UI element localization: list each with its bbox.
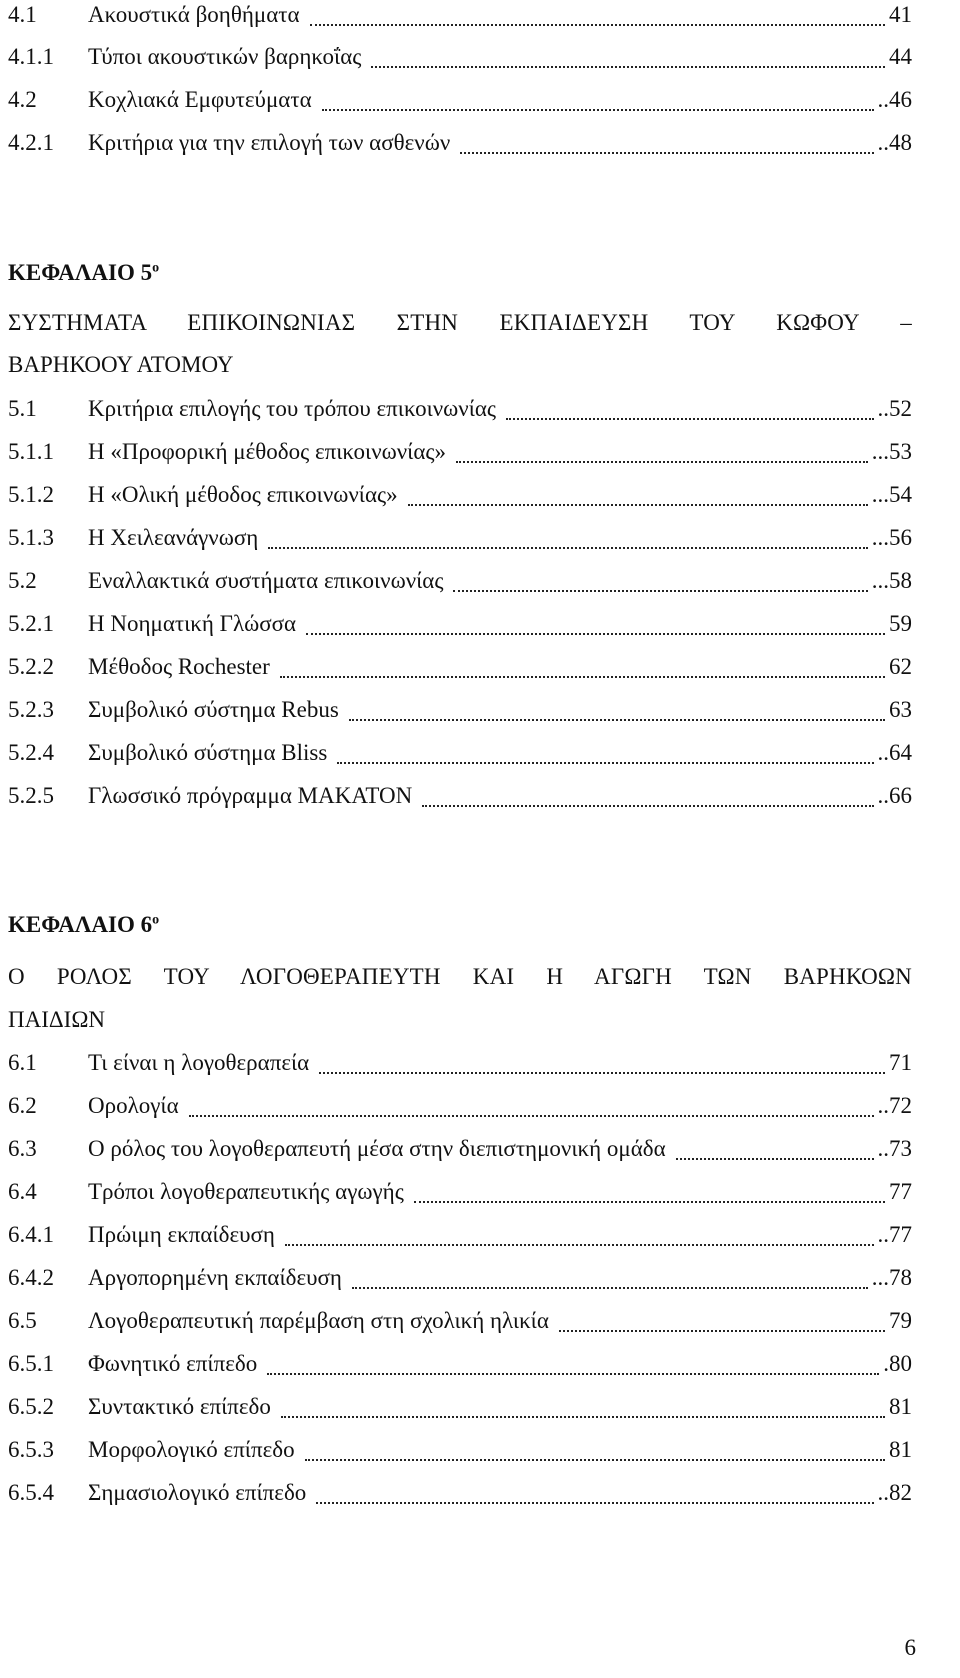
- dot-leader: [460, 151, 873, 154]
- entry-number: 5.1: [8, 396, 37, 421]
- entry-title: Ορολογία: [88, 1093, 179, 1118]
- entry-title: Κριτήρια επιλογής του τρόπου επικοινωνίας: [88, 396, 497, 421]
- entry-title: Ακουστικά βοηθήματα: [88, 2, 300, 27]
- dot-leader: [337, 761, 873, 764]
- entry-page: ..73: [877, 1136, 912, 1161]
- entry-page: ...53: [871, 439, 912, 464]
- toc-entry: [8, 1050, 912, 1080]
- chapter-5-heading-line1: ΣΥΣΤΗΜΑΤΑ ΕΠΙΚΟΙΝΩΝΙΑΣ ΣΤΗΝ ΕΚΠΑΙΔΕΥΣΗ ΤΟΥ ΚΩΦΟΥ –: [8, 310, 912, 335]
- entry-page: .80: [883, 1351, 912, 1376]
- entry-number: 5.1.2: [8, 482, 54, 507]
- entry-title: Η Νοηματική Γλώσσα: [88, 611, 297, 636]
- entry-page: ...54: [871, 482, 912, 507]
- entry-number: 5.2.4: [8, 740, 54, 765]
- entry-page: ..64: [877, 740, 912, 765]
- entry-page: 71: [889, 1050, 912, 1075]
- entry-title: Μέθοδος Rochester: [88, 654, 270, 679]
- toc-entry: [8, 1136, 912, 1166]
- chapter-label-text: ΚΕΦΑΛΑΙΟ 5: [8, 260, 153, 285]
- entry-title: Συμβολικό σύστημα Bliss: [88, 740, 328, 765]
- toc-entry: [8, 525, 912, 555]
- toc-entry: [8, 130, 912, 160]
- toc-entry: [8, 740, 912, 770]
- entry-page: 63: [889, 697, 912, 722]
- entry-page: 41: [889, 2, 912, 27]
- entry-title: Λογοθεραπευτική παρέμβαση στη σχολική ηλικία: [88, 1308, 549, 1333]
- dot-leader: [285, 1243, 874, 1246]
- dot-leader: [676, 1157, 874, 1160]
- entry-title: Συντακτικό επίπεδο: [88, 1394, 271, 1419]
- entry-number: 5.2.5: [8, 783, 54, 808]
- entry-number: 5.1.1: [8, 439, 54, 464]
- dot-leader: [319, 1071, 885, 1074]
- entry-title: Γλωσσικό πρόγραμμα MAKATON: [88, 783, 413, 808]
- chapter-label-sup: ο: [152, 260, 160, 276]
- entry-title: Τρόποι λογοθεραπευτικής αγωγής: [88, 1179, 404, 1204]
- entry-title: Η Χειλεανάγνωση: [88, 525, 259, 550]
- toc-entry: [8, 1394, 912, 1424]
- toc-entry: [8, 482, 912, 512]
- entry-number: 6.4: [8, 1179, 37, 1204]
- dot-leader: [349, 718, 885, 721]
- entry-number: 6.5.4: [8, 1480, 54, 1505]
- dot-leader: [281, 1415, 885, 1418]
- page-number: 6: [904, 1635, 916, 1660]
- entry-title: Τύποι ακουστικών βαρηκοΐας: [88, 44, 362, 69]
- entry-page: ...58: [871, 568, 912, 593]
- entry-number: 6.5: [8, 1308, 37, 1333]
- entry-title: Φωνητικό επίπεδο: [88, 1351, 258, 1376]
- dot-leader: [189, 1114, 874, 1117]
- entry-page: 77: [889, 1179, 912, 1204]
- dot-leader: [453, 589, 867, 592]
- entry-number: 6.5.1: [8, 1351, 54, 1376]
- toc-entry: [8, 1265, 912, 1295]
- entry-number: 6.4.1: [8, 1222, 54, 1247]
- toc-entry: [8, 654, 912, 684]
- dot-leader: [559, 1329, 885, 1332]
- entry-title: Κοχλιακά Εμφυτεύματα: [88, 87, 312, 112]
- entry-page: ..66: [877, 783, 912, 808]
- entry-title: Τι είναι η λογοθεραπεία: [88, 1050, 310, 1075]
- entry-title: Σημασιολογικό επίπεδο: [88, 1480, 307, 1505]
- dot-leader: [414, 1200, 885, 1203]
- entry-page: ..72: [877, 1093, 912, 1118]
- toc-entry: [8, 2, 912, 32]
- dot-leader: [506, 417, 873, 420]
- dot-leader: [371, 65, 885, 68]
- entry-page: ..48: [877, 130, 912, 155]
- entry-page: 81: [889, 1394, 912, 1419]
- entry-page: ..77: [877, 1222, 912, 1247]
- chapter-label-sup: ο: [152, 912, 160, 928]
- dot-leader: [280, 675, 885, 678]
- entry-number: 5.2.2: [8, 654, 54, 679]
- toc-entry: [8, 1222, 912, 1252]
- entry-number: 6.3: [8, 1136, 37, 1161]
- entry-page: 44: [889, 44, 912, 69]
- entry-page: ..82: [877, 1480, 912, 1505]
- dot-leader: [456, 460, 868, 463]
- entry-title: Ο ρόλος του λογοθεραπευτή μέσα στην διεπιστημονική ομάδα: [88, 1136, 666, 1161]
- entry-page: ..46: [877, 87, 912, 112]
- dot-leader: [408, 503, 868, 506]
- toc-entry: [8, 783, 912, 813]
- entry-number: 4.2: [8, 87, 37, 112]
- dot-leader: [322, 108, 874, 111]
- toc-entry: [8, 697, 912, 727]
- chapter-6-heading-line1: Ο ΡΟΛΟΣ ΤΟΥ ΛΟΓΟΘΕΡΑΠΕΥΤΗ ΚΑΙ Η ΑΓΩΓΗ ΤΩΝ ΒΑΡΗΚΟΩΝ: [8, 964, 912, 989]
- dot-leader: [352, 1286, 868, 1289]
- entry-page: ...56: [871, 525, 912, 550]
- entry-number: 5.1.3: [8, 525, 54, 550]
- entry-title: Κριτήρια για την επιλογή των ασθενών: [88, 130, 451, 155]
- entry-number: 6.4.2: [8, 1265, 54, 1290]
- dot-leader: [268, 546, 867, 549]
- dot-leader: [316, 1501, 873, 1504]
- toc-entry: [8, 1437, 912, 1467]
- chapter-label-text: ΚΕΦΑΛΑΙΟ 6: [8, 912, 153, 937]
- dot-leader: [306, 632, 885, 635]
- entry-number: 4.2.1: [8, 130, 54, 155]
- toc-entry: [8, 611, 912, 641]
- entry-title: Μορφολογικό επίπεδο: [88, 1437, 295, 1462]
- chapter-5-label: [8, 260, 159, 286]
- toc-entry: [8, 439, 912, 469]
- toc-entry: [8, 1351, 912, 1381]
- toc-entry: [8, 568, 912, 598]
- entry-page: 62: [889, 654, 912, 679]
- toc-entry: [8, 1179, 912, 1209]
- toc-entry: [8, 396, 912, 426]
- entry-title: Πρώιμη εκπαίδευση: [88, 1222, 275, 1247]
- dot-leader: [310, 23, 885, 26]
- chapter-6-heading-line2: ΠΑΙΔΙΩΝ: [8, 1007, 106, 1032]
- entry-number: 6.2: [8, 1093, 37, 1118]
- entry-title: Η «Προφορική μέθοδος επικοινωνίας»: [88, 439, 446, 464]
- entry-number: 4.1.1: [8, 44, 54, 69]
- entry-page: 59: [889, 611, 912, 636]
- entry-page: 79: [889, 1308, 912, 1333]
- toc-entry: [8, 87, 912, 117]
- toc-entry: [8, 44, 912, 74]
- entry-number: 4.1: [8, 2, 37, 27]
- dot-leader: [422, 804, 873, 807]
- entry-page: 81: [889, 1437, 912, 1462]
- entry-title: Συμβολικό σύστημα Rebus: [88, 697, 339, 722]
- entry-page: ...78: [871, 1265, 912, 1290]
- entry-number: 5.2.3: [8, 697, 54, 722]
- entry-number: 6.5.2: [8, 1394, 54, 1419]
- entry-number: 6.5.3: [8, 1437, 54, 1462]
- toc-entry: [8, 1308, 912, 1338]
- entry-number: 5.2.1: [8, 611, 54, 636]
- entry-title: Αργοπορημένη εκπαίδευση: [88, 1265, 342, 1290]
- entry-page: ..52: [877, 396, 912, 421]
- dot-leader: [267, 1372, 879, 1375]
- toc-entry: [8, 1480, 912, 1510]
- entry-number: 6.1: [8, 1050, 37, 1075]
- entry-title: Η «Ολική μέθοδος επικοινωνίας»: [88, 482, 398, 507]
- entry-number: 5.2: [8, 568, 37, 593]
- entry-title: Εναλλακτικά συστήματα επικοινωνίας: [88, 568, 444, 593]
- toc-entry: [8, 1093, 912, 1123]
- dot-leader: [305, 1458, 885, 1461]
- chapter-5-heading-line2: ΒΑΡΗΚΟΟΥ ΑΤΟΜΟΥ: [8, 352, 234, 377]
- chapter-6-label: [8, 912, 159, 938]
